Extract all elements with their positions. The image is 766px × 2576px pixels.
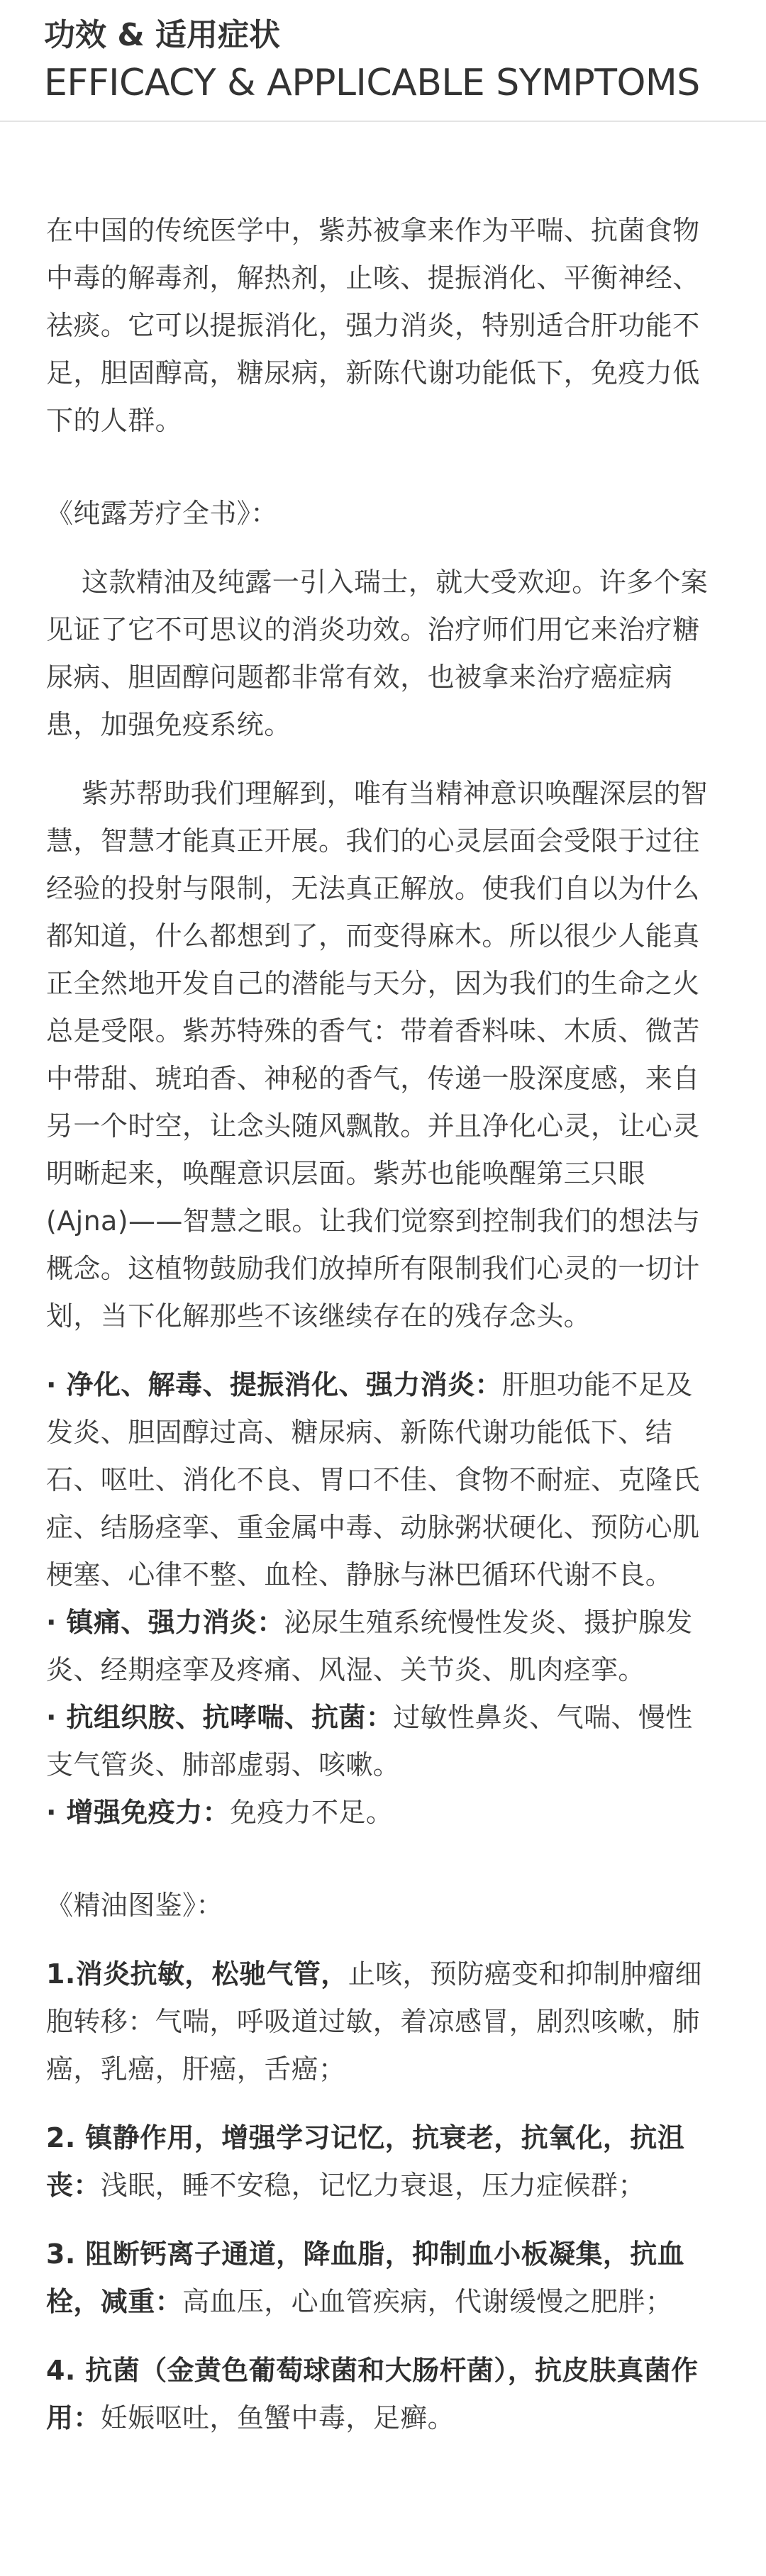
list-item-label: · 净化、解毒、提振消化、强力消炎： [46, 1369, 502, 1400]
list-item-text: 止咳，预防癌变和抑制肿瘤细胞转移：气喘，呼吸道过敏，着凉感冒，剧烈咳嗽，肺癌，乳癌，肝癌，舌癌； [46, 1958, 702, 2085]
book1-paragraph-1: 这款精油及纯露一引入瑞士，就大受欢迎。许多个案见证了它不可思议的消炎功效。治疗师们用它来治疗糖尿病、胆固醇问题都非常有效，也被拿来治疗癌症病患，加强免疫系统。 [46, 567, 709, 740]
section-title-english: EFFICACY & APPLICABLE SYMPTOMS [44, 62, 700, 104]
list-item [46, 1789, 720, 1836]
list-item [46, 1694, 720, 1789]
list-item [46, 1951, 720, 2093]
list-item-label: 1.消炎抗敏，松驰气管， [46, 1958, 348, 1990]
list-item [46, 2114, 720, 2209]
list-item-label: 4. 抗菌（金黄色葡萄球菌和大肠杆菌），抗皮肤真菌作用： [46, 2355, 699, 2433]
article-body [46, 207, 720, 2442]
list-item-text: 泌尿生殖系统慢性发炎、摄护腺发炎、经期痉挛及疼痛、风湿、关节炎、肌肉痉挛。 [46, 1607, 693, 1685]
list-item [46, 1361, 720, 1599]
book1-paragraph-2: 紫苏帮助我们理解到，唯有当精神意识唤醒深层的智慧，智慧才能真正开展。我们的心灵层面会受限于过往经验的投射与限制，无法真正解放。使我们自以为什么都知道，什么都想到了，而变得麻木。所以很少人能真正全然地开发自己的潜能与天分，因为我们的生命之火总是受限。紫苏特殊的香气：带着香料味、木质、微苦中带甜、琥珀香、神秘的香气，传递一股深度感，来自另一个时空，让念头随风飘散。并且净化心灵，让心灵明晰起来，唤醒意识层面。紫苏也能唤醒第三只眼(Ajna)——智慧之眼。让我们觉察到控制我们的想法与概念。这植物鼓励我们放掉所有限制我们心灵的一切计划，当下化解那些不该继续存在的残存念头。 [46, 778, 709, 1332]
list-item-label: 3. 阻断钙离子通道，降血脂，抑制血小板凝集，抗血栓，减重： [46, 2238, 685, 2317]
book-title-aromatherapy: 《纯露芳疗全书》： [46, 498, 278, 529]
list-item-text: 肝胆功能不足及发炎、胆固醇过高、糖尿病、新陈代谢功能低下、结石、呕吐、消化不良、胃口不佳、食物不耐症、克隆氏症、结肠痉挛、重金属中毒、动脉粥状硬化、预防心肌梗塞、心律不整、血栓、静脉与淋巴循环代谢不良。 [46, 1369, 700, 1590]
section-title-chinese: 功效 & 适用症状 [44, 17, 281, 53]
list-item [46, 2347, 720, 2442]
list-item-label: · 镇痛、强力消炎： [46, 1607, 284, 1638]
list-item-text: 过敏性鼻炎、气喘、慢性支气管炎、肺部虚弱、咳嗽。 [46, 1702, 693, 1780]
list-item-label: 2. 镇静作用，增强学习记忆，抗衰老，抗氧化，抗沮丧： [46, 2122, 685, 2201]
book-title-oil-guide: 《精油图鉴》： [46, 1890, 223, 1921]
list-item-text: 妊娠呕吐，鱼蟹中毒，足癣。 [100, 2402, 455, 2433]
list-item [46, 1599, 720, 1694]
list-item-text: 浅眠，睡不安稳，记忆力衰退，压力症候群； [100, 2170, 645, 2201]
list-item-label: · 增强免疫力： [46, 1797, 230, 1828]
list-item [46, 2231, 720, 2326]
intro-paragraph: 在中国的传统医学中，紫苏被拿来作为平喘、抗菌食物中毒的解毒剂，解热剂，止咳、提振消化、平衡神经、祛痰。它可以提振消化，强力消炎，特别适合肝功能不足，胆固醇高，糖尿病，新陈代谢功能低下，免疫力低下的人群。 [46, 215, 700, 436]
list-item-text: 高血压，心血管疾病，代谢缓慢之肥胖； [182, 2286, 673, 2317]
list-item-text: 免疫力不足。 [229, 1797, 394, 1828]
list-item-label: · 抗组织胺、抗哮喘、抗菌： [46, 1702, 394, 1733]
section-header [0, 0, 766, 122]
